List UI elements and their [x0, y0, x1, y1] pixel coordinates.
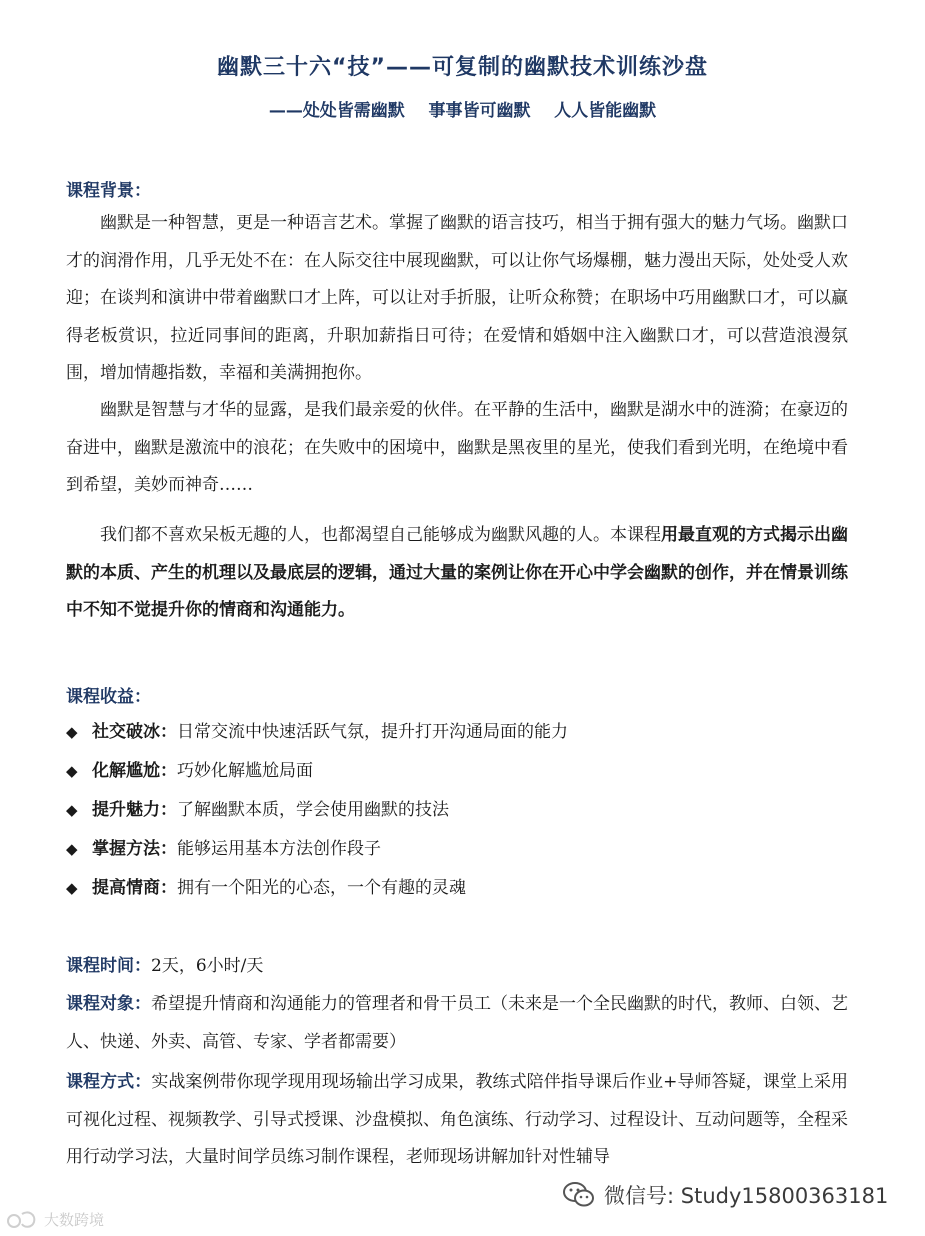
course-time — [66, 948, 848, 986]
benefit-item — [66, 717, 848, 756]
course-time-label: 课程时间： — [66, 956, 151, 976]
benefit-text: 能够运用基本方法创作段子 — [177, 839, 381, 859]
benefit-label: 掌握方法： — [92, 839, 177, 859]
background-heading: 课程背景： — [66, 181, 151, 201]
document-title: 幽默三十六“技”——可复制的幽默技术训练沙盘 — [217, 55, 708, 80]
course-method — [66, 1064, 848, 1177]
course-method-label: 课程方式： — [66, 1072, 152, 1092]
benefit-item — [66, 795, 848, 834]
benefit-item — [66, 834, 848, 873]
course-audience-value: 希望提升情商和沟通能力的管理者和骨干员工（未来是一个全民幽默的时代，教师、白领、艺人、快递、外卖、高管、专家、学者都需要） — [66, 994, 848, 1052]
brand-watermark — [6, 1208, 104, 1230]
benefits-heading: 课程收益： — [66, 687, 151, 707]
benefit-label: 提高情商： — [92, 878, 177, 898]
document-subtitle: ——处处皆需幽默 事事皆可幽默 人人皆能幽默 — [268, 101, 657, 121]
diamond-bullet-icon: ◆ — [66, 801, 78, 819]
benefit-text: 巧妙化解尴尬局面 — [177, 761, 313, 781]
brand-watermark-text: 大数跨境 — [44, 1210, 105, 1229]
benefit-item — [66, 756, 848, 795]
logo-icon — [6, 1208, 40, 1230]
diamond-bullet-icon: ◆ — [66, 762, 78, 780]
diamond-bullet-icon: ◆ — [66, 723, 78, 741]
benefit-text: 日常交流中快速活跃气氛，提升打开沟通局面的能力 — [177, 722, 568, 742]
benefits-list — [66, 717, 848, 912]
benefit-label: 化解尴尬： — [92, 761, 177, 781]
diamond-bullet-icon: ◆ — [66, 840, 78, 858]
benefit-item — [66, 873, 848, 912]
wechat-icon — [562, 1181, 596, 1209]
background-paragraph-2: 幽默是智慧与才华的显露，是我们最亲爱的伙伴。在平静的生活中，幽默是湖水中的涟漪；在豪迈的奋进中，幽默是激流中的浪花；在失败中的困境中，幽默是黑夜里的星光，使我们看到光明，在绝境中看到希望，美妙而神奇…… — [66, 400, 848, 495]
background-paragraph-1: 幽默是一种智慧，更是一种语言艺术。掌握了幽默的语言技巧，相当于拥有强大的魅力气场。幽默口才的润滑作用，几乎无处不在：在人际交往中展现幽默，可以让你气场爆棚，魅力漫出天际，处处受人欢迎；在谈判和演讲中带着幽默口才上阵，可以让对手折服，让听众称赞；在职场中巧用幽默口才，可以赢得老板赏识，拉近同事间的距离，升职加薪指日可待；在爱情和婚姻中注入幽默口才，可以营造浪漫氛围，增加情趣指数，幸福和美满拥抱你。 — [66, 213, 848, 383]
course-audience-label: 课程对象： — [66, 994, 151, 1014]
course-audience — [66, 986, 848, 1061]
course-time-value: 2天，6小时/天 — [151, 956, 264, 976]
paragraph-3-bold-text: 用最直观的方式揭示出幽默的本质、产生的机理以及最底层的逻辑，通过大量的案例让你在开心中学会幽默的创作，并在情景训练中不知不觉提升你的情商和沟通能力。 — [66, 525, 848, 620]
wechat-watermark — [562, 1178, 902, 1212]
benefit-label: 社交破冰： — [92, 722, 177, 742]
wechat-id-text: 微信号: Study15800363181 — [604, 1184, 889, 1208]
benefit-text: 了解幽默本质，学会使用幽默的技法 — [177, 800, 449, 820]
diamond-bullet-icon: ◆ — [66, 879, 78, 897]
paragraph-3-plain-text: 我们都不喜欢呆板无趣的人，也都渴望自己能够成为幽默风趣的人。本课程 — [100, 525, 661, 545]
benefit-text: 拥有一个阳光的心态，一个有趣的灵魂 — [177, 878, 466, 898]
background-paragraph-3 — [66, 517, 848, 630]
course-method-value: 实战案例带你现学现用现场输出学习成果，教练式陪伴指导课后作业+导师答疑，课堂上采用可视化过程、视频教学、引导式授课、沙盘模拟、角色演练、行动学习、过程设计、互动问题等，全程采用行动学习法，大量时间学员练习制作课程，老师现场讲解加针对性辅导 — [66, 1072, 848, 1167]
benefit-label: 提升魅力： — [92, 800, 177, 820]
